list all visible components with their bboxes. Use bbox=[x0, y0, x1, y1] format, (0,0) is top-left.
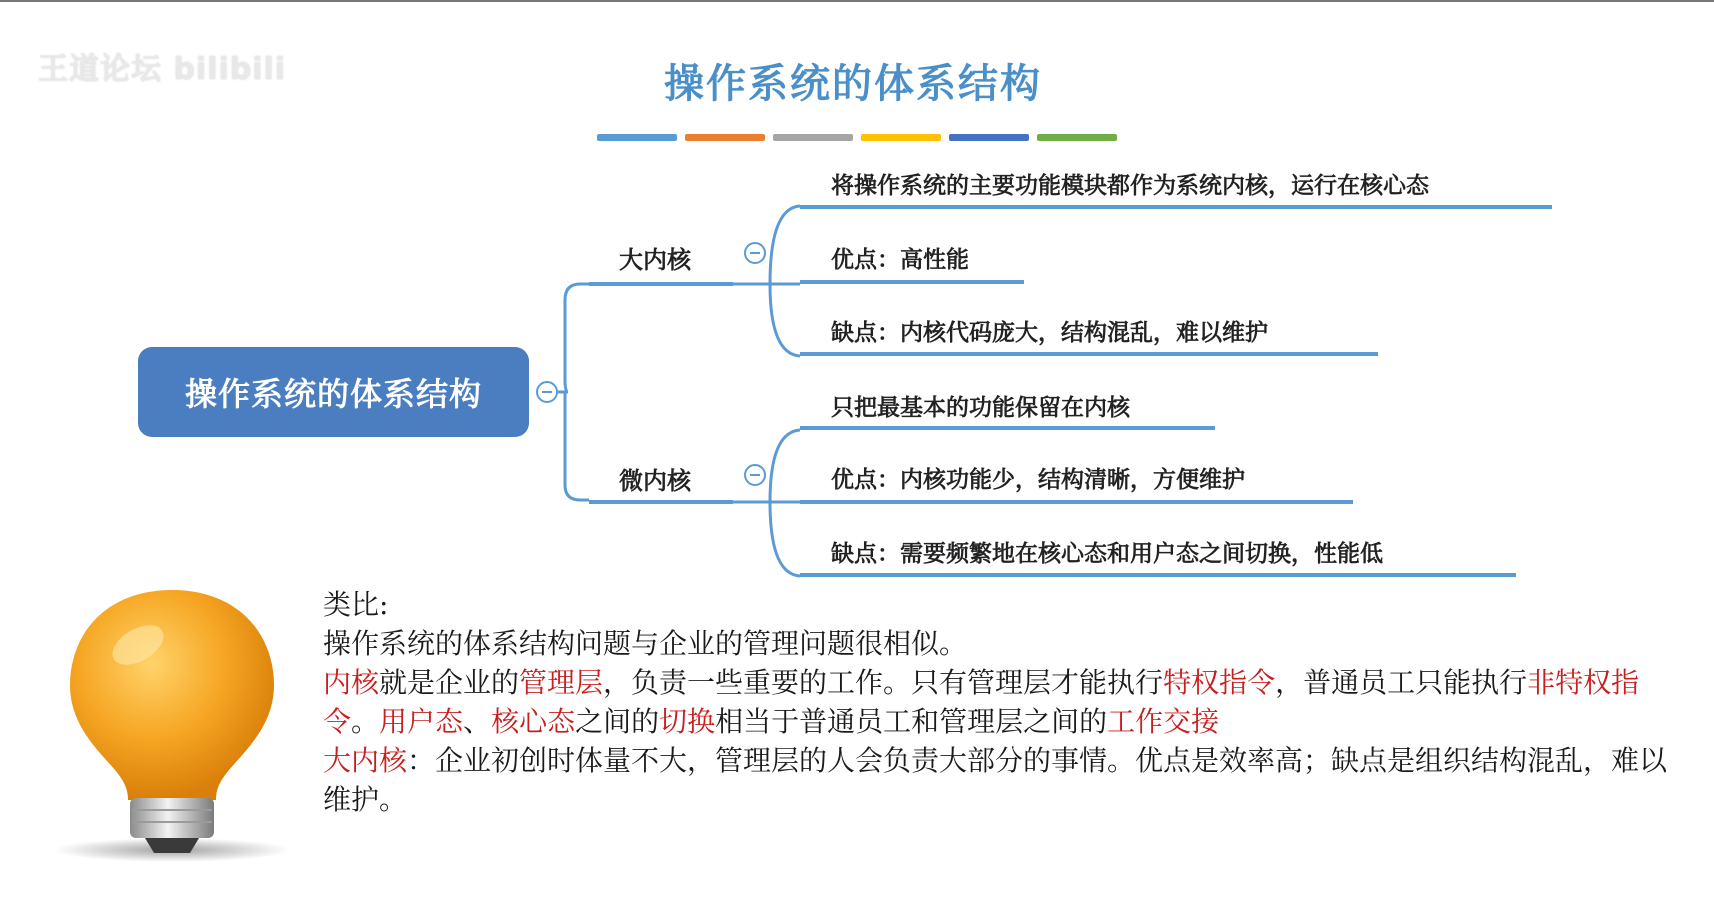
term-privileged-instructions: 特权指令 bbox=[1163, 666, 1276, 699]
term-kernel-mode: 核心态 bbox=[491, 705, 576, 738]
term-switch: 切换 bbox=[659, 705, 716, 738]
leaf-macrokernel-definition: 将操作系统的主要功能模块都作为系统内核，运行在核心态 bbox=[831, 173, 1429, 199]
branch-label-microkernel[interactable]: 微内核 bbox=[619, 467, 691, 495]
mindmap-root-node[interactable]: 操作系统的体系结构 bbox=[138, 347, 529, 437]
analogy-line-1: 操作系统的体系结构问题与企业的管理问题很相似。 bbox=[323, 627, 968, 660]
analogy-paragraph-3 bbox=[323, 741, 1673, 819]
branch-label-macrokernel[interactable]: 大内核 bbox=[619, 246, 691, 274]
collapse-icon[interactable] bbox=[744, 464, 766, 486]
lightbulb-icon bbox=[50, 585, 295, 865]
text-segment: ，负责一些重要的工作。只有管理层才能执行 bbox=[603, 666, 1164, 699]
text-segment: ，普通员工只能执行 bbox=[1275, 666, 1528, 699]
page-title: 操作系统的体系结构 bbox=[664, 61, 1042, 107]
text-segment: ：企业初创时体量不大，管理层的人会负责大部分的事情。优点是效率高；缺点是组织结构混乱，难以维护。 bbox=[323, 744, 1668, 816]
term-management: 管理层 bbox=[519, 666, 604, 699]
term-handover: 工作交接 bbox=[1107, 705, 1220, 738]
leaf-macrokernel-con: 缺点：内核代码庞大，结构混乱，难以维护 bbox=[831, 320, 1268, 346]
text-segment: 。 bbox=[351, 705, 380, 738]
term-macrokernel: 大内核 bbox=[323, 744, 408, 777]
analogy-text-block bbox=[323, 585, 1673, 819]
analogy-paragraph-2 bbox=[323, 663, 1673, 741]
term-user-mode: 用户态 bbox=[379, 705, 464, 738]
text-segment: 相当于普通员工和管理层之间的 bbox=[715, 705, 1108, 738]
leaf-microkernel-con: 缺点：需要频繁地在核心态和用户态之间切换，性能低 bbox=[831, 541, 1383, 567]
watermark: 王道论坛 bilibili bbox=[38, 52, 287, 87]
collapse-icon[interactable] bbox=[536, 381, 558, 403]
leaf-microkernel-pro: 优点：内核功能少，结构清晰，方便维护 bbox=[831, 467, 1245, 493]
term-nonprivileged-instructions: 非特权指令 bbox=[323, 666, 1640, 738]
term-kernel: 内核 bbox=[323, 666, 380, 699]
collapse-icon[interactable] bbox=[744, 242, 766, 264]
text-segment: 就是企业的 bbox=[379, 666, 520, 699]
text-segment: 之间的 bbox=[575, 705, 660, 738]
leaf-microkernel-definition: 只把最基本的功能保留在内核 bbox=[831, 395, 1130, 421]
analogy-heading: 类比: bbox=[323, 588, 389, 621]
text-segment: 、 bbox=[463, 705, 492, 738]
leaf-macrokernel-pro: 优点：高性能 bbox=[831, 247, 969, 273]
